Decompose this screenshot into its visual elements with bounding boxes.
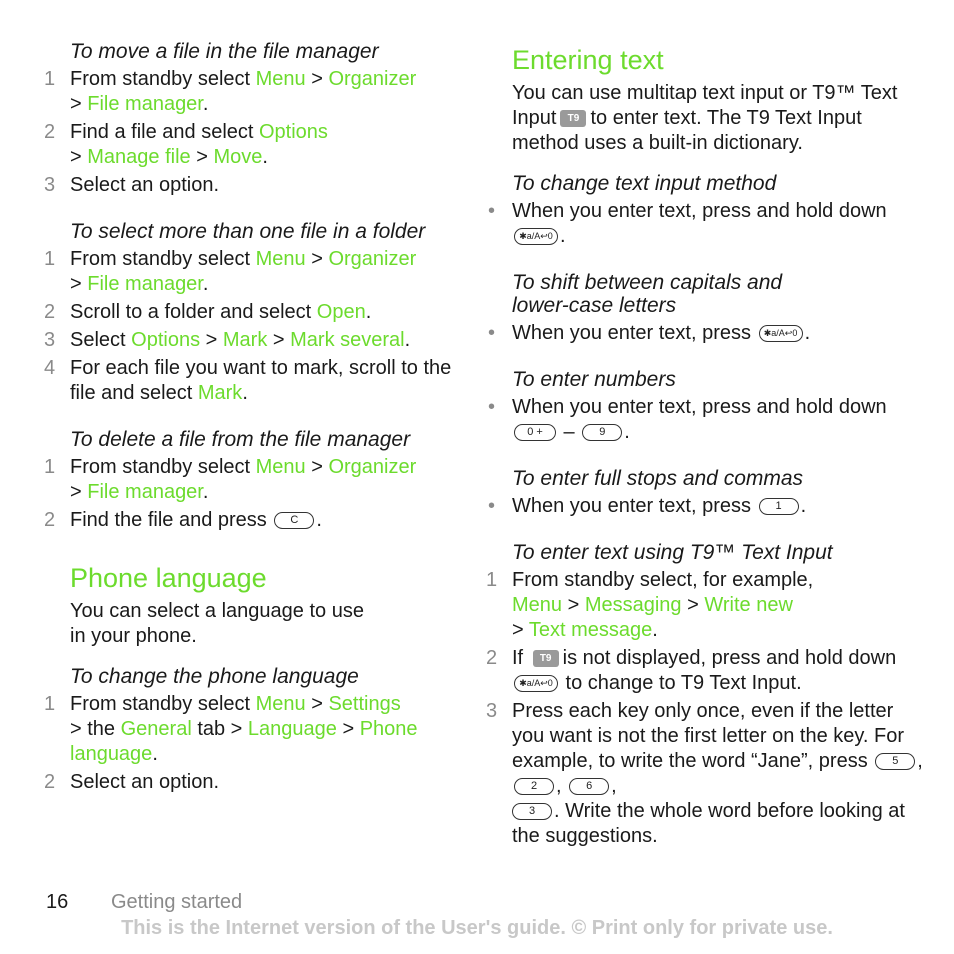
nine-key-icon: 9 [582,424,622,441]
clear-key-icon: C [274,512,314,529]
menu-link[interactable]: Menu [255,456,306,478]
menu-link[interactable]: Menu [512,594,563,616]
separator: > [562,594,585,616]
intro-text: You can use multitap text input or T9™ Text Input [512,82,898,129]
manage-file-link[interactable]: Manage file [87,146,191,168]
list-item [44,247,464,297]
menu-link[interactable]: Menu [255,68,306,90]
t9-icon: T9 [533,650,559,667]
messaging-link[interactable]: Messaging [584,594,682,616]
separator: > [70,273,88,295]
step-number: 4 [44,357,56,379]
step-text: . Write the whole word before looking at the suggestions. [512,800,905,847]
punct: . [804,322,811,344]
steps-select-more [44,247,464,406]
separator: > [305,68,329,90]
file-manager-link[interactable]: File manager [87,93,203,115]
step-text: From standby select, for example, [512,569,814,591]
step-text: Find the file and press [70,509,273,531]
t9-icon: T9 [560,110,586,127]
separator: > [267,329,291,351]
settings-link[interactable]: Settings [328,693,401,715]
steps-delete-file [44,455,464,533]
separator: – [558,421,581,443]
subheading-enter-numbers: To enter numbers [512,368,676,391]
subheading-full-stops: To enter full stops and commas [512,467,804,490]
organizer-link[interactable]: Organizer [328,68,417,90]
step-text: For each file you want to mark, scroll to the file and select [70,357,452,404]
separator: > [70,146,88,168]
separator: > [70,93,88,115]
list-item [44,770,464,795]
organizer-link[interactable]: Organizer [328,248,417,270]
list-item [486,494,926,519]
step-text: From standby select [70,456,256,478]
menu-link[interactable]: Menu [255,248,306,270]
language-link[interactable]: Language [247,718,337,740]
phone-language-intro [70,599,464,649]
step-number: 1 [44,693,56,715]
step-number: 1 [44,456,56,478]
bullet-icon: • [488,495,496,517]
separator: > [512,619,529,641]
separator: > [681,594,705,616]
step-text: Select [70,329,132,351]
page-number: 16 [46,891,69,913]
punct: . [652,619,658,641]
footer-section-title: Getting started [111,891,243,913]
subheading-line: To shift between capitals and [512,271,783,294]
list-item [44,692,464,767]
punct: . [202,93,209,115]
open-link[interactable]: Open [316,301,366,323]
bullets-shift [486,321,926,346]
separator: > [70,481,88,503]
list-item [44,300,464,325]
step-number: 1 [44,248,56,270]
bullet-text: When you enter text, press [512,495,757,517]
general-tab-link[interactable]: General [120,718,192,740]
bullet-text: When you enter text, press [512,322,757,344]
step-text: is not displayed, press and hold down [562,647,897,669]
step-text: Scroll to a folder and select [70,301,317,323]
five-key-icon: 5 [875,753,915,770]
write-new-link[interactable]: Write new [704,594,793,616]
punct: . [262,146,268,168]
bullet-icon: • [488,200,496,222]
text-message-link[interactable]: Text message [528,619,653,641]
section-heading-phone-language: Phone language [70,563,267,593]
step-text: From standby select [70,68,256,90]
list-item [44,120,464,170]
star-key-icon: ✱a/A↩0 [514,228,558,245]
star-key-icon: ✱a/A↩0 [514,675,558,692]
right-column [486,43,926,871]
subheading-select-more: To select more than one file in a folder [70,220,426,243]
bullets-numbers [486,395,926,445]
list-item [44,328,464,353]
punct: . [242,382,248,404]
intro-text: to enter text. The T9 Text Input method uses a built-in dictionary. [512,107,862,154]
intro-line: You can select a language to use [70,600,364,622]
intro-line: in your phone. [70,625,197,647]
steps-t9-input [486,568,926,849]
file-manager-link[interactable]: File manager [87,481,203,503]
step-text: Find a file and select [70,121,259,143]
list-item [486,321,926,346]
punct: . [624,421,630,443]
separator: > [305,248,329,270]
step-text: to change to T9 Text Input. [560,672,802,694]
list-item [44,455,464,505]
punct: . [202,273,209,295]
punct: . [316,509,322,531]
options-link[interactable]: Options [259,121,328,143]
mark-link[interactable]: Mark [222,329,268,351]
list-item [486,199,926,249]
punct: . [800,495,807,517]
list-item [486,568,926,643]
list-item [44,508,464,533]
step-number: 3 [44,329,56,351]
step-text: Press each key only once, even if the letter you want is not the first letter on the key. For example, to write the word “Jane”, press [512,700,905,772]
subheading-delete-file: To delete a file from the file manager [70,428,411,451]
mark-several-link[interactable]: Mark several [290,329,405,351]
punct: . [365,301,372,323]
step-text: Select an option. [70,771,219,793]
left-column [44,40,464,817]
list-item [44,67,464,117]
separator: > [305,693,329,715]
subheading-shift-capitals [512,271,926,317]
list-item [486,699,926,849]
step-number: 2 [44,121,56,143]
subheading-line: lower-case letters [512,294,677,317]
step-number: 1 [44,68,56,90]
one-key-icon: 1 [759,498,799,515]
separator: > [200,329,223,351]
list-item [44,356,464,406]
list-item [486,395,926,445]
subheading-change-method: To change text input method [512,172,777,195]
options-link[interactable]: Options [131,329,201,351]
step-text: From standby select [70,693,256,715]
punct: . [152,743,158,765]
subheading-move-file: To move a file in the file manager [70,40,379,63]
punct: . [404,329,411,351]
step-number: 3 [44,174,56,196]
steps-change-language [44,692,464,795]
step-number: 1 [486,569,498,591]
mark-link[interactable]: Mark [197,382,243,404]
subheading-change-language: To change the phone language [70,665,359,688]
punct: . [560,225,566,247]
step-number: 2 [44,771,56,793]
phone-language-link[interactable]: Phone language [70,718,418,765]
two-key-icon: 2 [514,778,554,795]
separator: > the [70,718,121,740]
step-text: If [512,647,529,669]
separator: > [190,146,214,168]
file-manager-link[interactable]: File manager [87,273,203,295]
separator: tab > [191,718,248,740]
step-number: 2 [44,509,56,531]
list-item [486,646,926,696]
organizer-link[interactable]: Organizer [328,456,417,478]
bullet-text: When you enter text, press and hold down [512,200,887,222]
step-text: Select an option. [70,174,219,196]
steps-move-file [44,67,464,198]
zero-key-icon: 0 + [514,424,556,441]
step-number: 3 [486,700,498,722]
list-item [44,173,464,198]
separator: > [305,456,329,478]
internet-version-notice: This is the Internet version of the User's guide. © Print only for private use. [121,917,833,939]
section-heading-entering-text: Entering text [512,45,664,75]
subheading-t9-input: To enter text using T9™ Text Input [512,541,833,564]
bullets-change-method [486,199,926,249]
six-key-icon: 6 [569,778,609,795]
separator: , [611,775,617,797]
move-link[interactable]: Move [213,146,263,168]
bullet-text: When you enter text, press and hold down [512,396,887,418]
step-number: 2 [486,647,498,669]
entering-text-intro [512,81,926,156]
step-number: 2 [44,301,56,323]
separator: , [917,750,923,772]
step-text: From standby select [70,248,256,270]
separator: > [336,718,360,740]
star-key-icon: ✱a/A↩0 [759,325,803,342]
separator: , [556,775,568,797]
three-key-icon: 3 [512,803,552,820]
bullet-icon: • [488,396,496,418]
bullet-icon: • [488,322,496,344]
menu-link[interactable]: Menu [255,693,306,715]
bullets-full-stops [486,494,926,519]
punct: . [202,481,209,503]
